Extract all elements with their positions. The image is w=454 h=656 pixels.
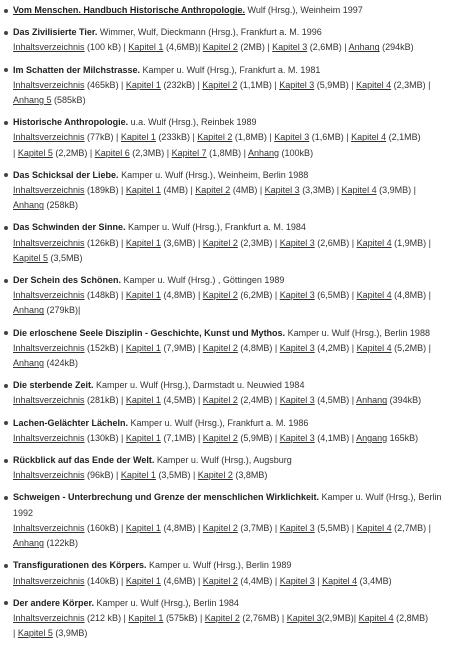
file-size-text: (148kB) |: [84, 290, 126, 301]
publication-title: Das Schwinden der Sinne.: [13, 222, 126, 233]
download-links-row: [13, 393, 454, 408]
file-size-text: (152kB) |: [84, 342, 126, 353]
publication-title: Transfigurationen des Körpers.: [13, 560, 147, 571]
file-size-text: (2,6MB) |: [307, 42, 349, 53]
publication-entry: [0, 558, 454, 588]
file-size-text: (3,5MB): [48, 252, 83, 263]
download-link[interactable]: Kapitel 2: [202, 342, 238, 353]
download-links-row: [13, 356, 454, 371]
file-size-text: (3,4MB): [357, 575, 392, 586]
file-size-text: (3,5MB) |: [155, 470, 198, 481]
download-link[interactable]: Kapitel 4: [356, 522, 392, 533]
publication-entry: [0, 168, 454, 214]
file-size-text: (3,6MB) |: [160, 237, 203, 248]
file-size-text: (4,8MB) |: [160, 290, 203, 301]
download-links-row: [13, 130, 454, 145]
file-size-text: (4,8MB) |: [237, 342, 280, 353]
publication-details: u.a. Wulf (Hrsg.), Reinbek 1989: [128, 117, 257, 128]
download-link[interactable]: Kapitel 2: [202, 575, 238, 586]
download-link[interactable]: Kapitel 4: [356, 342, 392, 353]
publication-entry: [0, 326, 454, 372]
download-link[interactable]: Kapitel 2: [202, 237, 238, 248]
publication-details: Kamper u. Wulf (Hrsg.), Weinheim, Berlin 1988: [118, 169, 309, 180]
download-link[interactable]: Kapitel 3: [279, 290, 315, 301]
file-size-text: (2,2MB) |: [52, 147, 95, 158]
download-link[interactable]: Inhaltsverzeichnis: [13, 132, 85, 143]
publication-entry: [0, 273, 454, 319]
publication-details: Kamper u. Wulf (Hrsg.), Frankfurt a. M. 1981: [140, 64, 321, 75]
download-links-row: [13, 303, 454, 318]
file-size-text: (4MB) |: [230, 185, 265, 196]
download-link[interactable]: Kapitel 5: [17, 628, 53, 639]
file-size-text: (5,2MB) |: [391, 342, 431, 353]
file-size-text: (2,4MB) |: [237, 395, 280, 406]
download-links-row: [13, 431, 454, 446]
download-link[interactable]: Kapitel 4: [322, 575, 358, 586]
download-link[interactable]: Anhang: [13, 200, 45, 211]
download-link[interactable]: Kapitel 1: [125, 79, 161, 90]
publication-details: Kamper u. Wulf (Hrsg.), Berlin 1988: [285, 327, 430, 338]
file-size-text: (1,9MB) |: [391, 237, 431, 248]
download-link[interactable]: Kapitel 3: [279, 79, 315, 90]
download-link[interactable]: Kapitel 1: [125, 342, 161, 353]
download-link[interactable]: Kapitel 3: [264, 185, 300, 196]
download-link[interactable]: Kapitel 2: [195, 185, 231, 196]
file-size-text: (7,9MB) |: [160, 342, 203, 353]
download-links-row: [13, 468, 454, 483]
file-size-text: (4,2MB) |: [314, 342, 357, 353]
file-size-text: (394kB): [387, 395, 422, 406]
file-size-text: (2,76MB) |: [239, 612, 287, 623]
download-links-row: [13, 521, 454, 536]
publication-entry: [0, 115, 454, 161]
file-size-text: (96kB) |: [84, 470, 121, 481]
publication-title: Das Zivilisierte Tier.: [13, 27, 98, 38]
download-link[interactable]: Kapitel 3: [279, 342, 315, 353]
download-links-row: [13, 93, 454, 108]
download-link[interactable]: Kapitel 3: [272, 42, 308, 53]
file-size-text: (4,6MB)|: [163, 42, 203, 53]
file-size-text: (2,7MB) |: [391, 522, 431, 533]
download-link[interactable]: Kapitel 3: [274, 132, 310, 143]
publication-title: Rückblick auf das Ende der Welt.: [13, 455, 155, 466]
download-links-row: [13, 78, 454, 93]
download-links-row: [13, 536, 454, 551]
download-link[interactable]: Kapitel 3: [279, 575, 315, 586]
download-link[interactable]: Anhang 5: [13, 95, 52, 106]
download-link[interactable]: Kapitel 2: [197, 132, 233, 143]
download-link[interactable]: Kapitel 3: [286, 612, 322, 623]
file-size-text: (2,8MB): [393, 612, 429, 623]
download-links-row: [13, 341, 454, 356]
file-size-text: (575kB) |: [163, 612, 205, 623]
download-link[interactable]: Inhaltsverzeichnis: [13, 237, 85, 248]
download-link[interactable]: Anhang: [248, 147, 280, 158]
publication-title: Lachen-Gelächter Lächeln.: [13, 417, 129, 428]
download-link[interactable]: Inhaltsverzeichnis: [13, 470, 85, 481]
file-size-text: (100 kB) |: [84, 42, 129, 53]
download-link[interactable]: Kapitel 2: [202, 432, 238, 443]
download-links-row: [13, 146, 454, 161]
publication-details: Kamper u. Wulf (Hrsg.), Frankfurt a. M. 1986: [128, 417, 309, 428]
download-link[interactable]: Anhang: [348, 42, 380, 53]
file-size-text: (6,5MB) |: [314, 290, 357, 301]
file-size-text: (585kB): [51, 95, 86, 106]
file-size-text: (4,6MB) |: [160, 575, 203, 586]
download-link[interactable]: Kapitel 2: [197, 470, 233, 481]
download-link[interactable]: Kapitel 1: [128, 42, 164, 53]
download-links-row: [13, 183, 454, 198]
download-links-row: [13, 40, 454, 55]
publication-title: Die sterbende Zeit.: [13, 380, 94, 391]
download-link[interactable]: Kapitel 4: [356, 79, 392, 90]
file-size-text: (160kB) |: [84, 522, 126, 533]
download-link[interactable]: Inhaltsverzeichnis: [13, 342, 85, 353]
download-link[interactable]: Kapitel 4: [351, 132, 387, 143]
file-size-text: (2,1MB): [386, 132, 421, 143]
publication-details: Kamper u. Wulf (Hrsg.), Berlin 1984: [94, 597, 239, 608]
download-link[interactable]: Kapitel 4: [358, 612, 394, 623]
file-size-text: (1,8MB) |: [206, 147, 249, 158]
download-link[interactable]: Inhaltsverzeichnis: [13, 522, 85, 533]
file-size-text: (465kB) |: [84, 79, 126, 90]
publication-title: Der Schein des Schönen.: [13, 275, 122, 286]
publication-entry: [0, 63, 454, 109]
file-size-text: (4,5MB) |: [314, 395, 357, 406]
download-link[interactable]: Inhaltsverzeichnis: [13, 575, 85, 586]
download-link[interactable]: Kapitel 1: [120, 470, 156, 481]
file-size-text: (122kB): [44, 538, 79, 549]
file-size-text: (130kB) |: [84, 432, 126, 443]
publication-details: Wulf (Hrsg.), Weinheim 1997: [245, 5, 363, 15]
file-size-text: (2,3MB) |: [129, 147, 172, 158]
download-link[interactable]: Kapitel 2: [204, 612, 240, 623]
file-size-text: (212 kB) |: [84, 612, 129, 623]
download-link[interactable]: Kapitel 1: [125, 395, 161, 406]
file-size-text: (3,9MB): [52, 628, 88, 639]
publication-title: Die erloschene Seele Disziplin - Geschichte, Kunst und Mythos.: [13, 327, 286, 338]
download-link[interactable]: Kapitel 4: [356, 290, 392, 301]
publication-entry: [0, 596, 454, 642]
download-link[interactable]: Kapitel 2: [202, 42, 238, 53]
download-link[interactable]: Kapitel 3: [279, 522, 315, 533]
download-link[interactable]: Kapitel 1: [125, 290, 161, 301]
download-link[interactable]: Kapitel 3: [279, 237, 315, 248]
publication-details: Kamper u. Wulf (Hrsg.), Berlin 1992: [13, 492, 442, 518]
file-size-text: 165kB): [387, 432, 419, 443]
file-size-text: (7,1MB) |: [160, 432, 203, 443]
file-size-text: (5,9MB) |: [314, 79, 357, 90]
file-size-text: (2,9MB)|: [321, 612, 359, 623]
download-link[interactable]: Kapitel 1: [120, 132, 156, 143]
file-size-text: (4MB) |: [160, 185, 196, 196]
download-link[interactable]: Kapitel 3: [279, 395, 315, 406]
file-size-text: (258kB): [44, 200, 79, 211]
publication-title: Schweigen - Unterbrechung und Grenze der menschlichen Wirklichkeit.: [13, 492, 319, 503]
publication-entry: [0, 378, 454, 408]
file-size-text: (4,4MB) |: [237, 575, 280, 586]
file-size-text: (5,9MB) |: [237, 432, 280, 443]
file-size-text: (3,3MB) |: [299, 185, 342, 196]
file-size-text: |: [13, 628, 18, 639]
download-link[interactable]: Inhaltsverzeichnis: [13, 432, 85, 443]
file-size-text: (1,6MB) |: [309, 132, 352, 143]
file-size-text: (4,8MB) |: [160, 522, 203, 533]
file-size-text: (3,8MB): [232, 470, 268, 481]
file-size-text: (126kB) |: [84, 237, 126, 248]
publication-details: Kamper u. Wulf (Hrsg.), Augsburg: [154, 455, 292, 466]
file-size-text: (1,8MB) |: [232, 132, 275, 143]
file-size-text: (233kB) |: [155, 132, 198, 143]
file-size-text: (100kB): [279, 147, 314, 158]
file-size-text: (189kB) |: [84, 185, 126, 196]
download-link[interactable]: Inhaltsverzeichnis: [13, 42, 85, 53]
download-links-row: [13, 288, 454, 303]
download-link[interactable]: Anhang: [356, 395, 388, 406]
file-size-text: |: [314, 575, 323, 586]
download-link[interactable]: Kapitel 2: [202, 79, 238, 90]
download-link[interactable]: Anhang: [13, 305, 45, 316]
download-link[interactable]: Inhaltsverzeichnis: [13, 395, 85, 406]
download-link[interactable]: Kapitel 1: [128, 612, 164, 623]
publication-entry: [0, 25, 454, 55]
file-size-text: (4,5MB) |: [160, 395, 203, 406]
publication-title-link[interactable]: Vom Menschen. Handbuch Historische Anthropologie.: [13, 5, 246, 15]
file-size-text: (2MB) |: [237, 42, 273, 53]
publication-entry: [0, 220, 454, 266]
download-link[interactable]: Kapitel 1: [125, 185, 161, 196]
download-link[interactable]: Kapitel 1: [125, 237, 161, 248]
download-links-row: [13, 611, 454, 626]
download-link[interactable]: Kapitel 2: [202, 395, 238, 406]
download-link[interactable]: Angang: [356, 432, 388, 443]
file-size-text: (281kB) |: [84, 395, 126, 406]
download-links-row: [13, 574, 454, 589]
publication-details: Kamper u. Wulf (Hrsg.) , Göttingen 1989: [121, 275, 285, 286]
file-size-text: (2,3MB) |: [391, 79, 431, 90]
download-link[interactable]: Kapitel 7: [171, 147, 207, 158]
download-link[interactable]: Kapitel 5: [13, 252, 49, 263]
download-link[interactable]: Anhang: [13, 358, 45, 369]
publication-title: Im Schatten der Milchstrasse.: [13, 64, 141, 75]
publication-details: Kamper u. Wulf (Hrsg.), Frankfurt a. M. 1984: [125, 222, 306, 233]
file-size-text: (3,9MB) |: [376, 185, 416, 196]
download-link[interactable]: Kapitel 2: [202, 290, 238, 301]
download-links-row: [13, 251, 454, 266]
file-size-text: |: [13, 147, 18, 158]
download-link[interactable]: Kapitel 5: [17, 147, 53, 158]
download-link[interactable]: Kapitel 4: [341, 185, 377, 196]
download-link[interactable]: Kapitel 4: [356, 237, 392, 248]
download-link[interactable]: Inhaltsverzeichnis: [13, 79, 85, 90]
download-link[interactable]: Kapitel 1: [125, 432, 161, 443]
file-size-text: (1,1MB) |: [237, 79, 280, 90]
download-link[interactable]: Anhang: [13, 538, 45, 549]
download-link[interactable]: Kapitel 1: [125, 522, 161, 533]
publication-title: Historische Anthropologie.: [13, 117, 129, 128]
publication-entry: [0, 490, 454, 551]
publication-title: Das Schicksal der Liebe.: [13, 169, 119, 180]
download-link[interactable]: Kapitel 3: [279, 432, 315, 443]
download-link[interactable]: Kapitel 6: [94, 147, 130, 158]
publication-title: Der andere Körper.: [13, 597, 95, 608]
file-size-text: (232kB) |: [160, 79, 203, 90]
file-size-text: (2,3MB) |: [237, 237, 280, 248]
file-size-text: (4,1MB) |: [314, 432, 357, 443]
download-links-row: [13, 626, 454, 641]
download-links-row: [13, 236, 454, 251]
download-link[interactable]: Inhaltsverzeichnis: [13, 185, 85, 196]
download-link[interactable]: Inhaltsverzeichnis: [13, 612, 85, 623]
publication-details: Kamper u. Wulf (Hrsg.), Berlin 1989: [146, 560, 292, 571]
file-size-text: (4,8MB) |: [391, 290, 431, 301]
file-size-text: (294kB): [379, 42, 414, 53]
download-link[interactable]: Inhaltsverzeichnis: [13, 290, 85, 301]
publication-entry: [0, 416, 454, 446]
download-links-row: [13, 198, 454, 213]
publication-details: Wimmer, Wulf, Dieckmann (Hrsg.), Frankfurt a. M. 1996: [97, 27, 322, 38]
file-size-text: (6,2MB) |: [237, 290, 280, 301]
file-size-text: (2,6MB) |: [314, 237, 357, 248]
publication-entry: [0, 453, 454, 483]
download-link[interactable]: Kapitel 2: [202, 522, 238, 533]
file-size-text: (140kB) |: [84, 575, 126, 586]
file-size-text: (279kB)|: [44, 305, 81, 316]
file-size-text: (77kB) |: [84, 132, 121, 143]
file-size-text: (5,5MB) |: [314, 522, 357, 533]
download-link[interactable]: Kapitel 1: [125, 575, 161, 586]
publication-entry: [0, 3, 454, 18]
file-size-text: (3,7MB) |: [237, 522, 280, 533]
file-size-text: (424kB): [44, 358, 79, 369]
publication-details: Kamper u. Wulf (Hrsg.), Darmstadt u. Neuwied 1984: [93, 380, 305, 391]
